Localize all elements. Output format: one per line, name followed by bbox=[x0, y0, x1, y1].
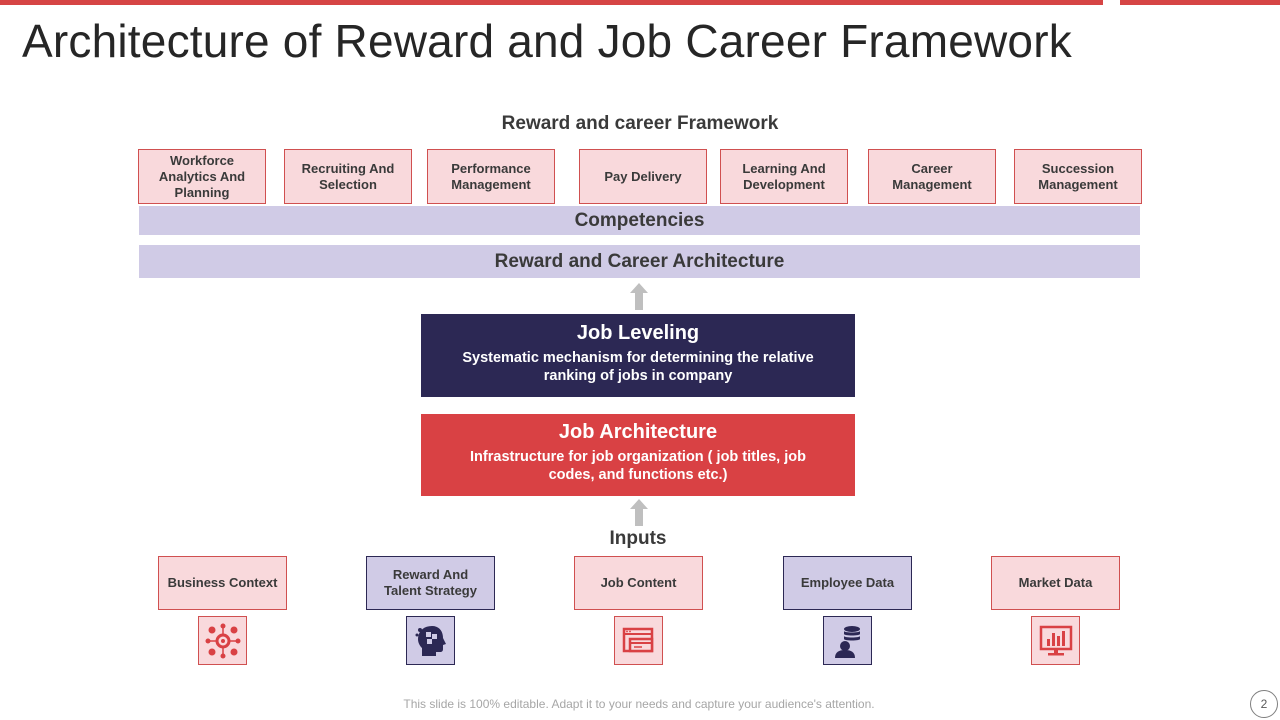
input-job-content: Job Content bbox=[574, 556, 703, 610]
job-leveling-description: Systematic mechanism for determining the relative ranking of jobs in company bbox=[462, 350, 814, 384]
framework-item-succession: Succession Management bbox=[1014, 149, 1142, 204]
chart-monitor-icon bbox=[1031, 616, 1080, 665]
framework-item-career: Career Management bbox=[868, 149, 996, 204]
up-arrow-icon bbox=[630, 283, 648, 310]
input-reward-talent-strategy: Reward And Talent Strategy bbox=[366, 556, 495, 610]
gears-network-icon bbox=[198, 616, 247, 665]
top-accent-bar-right bbox=[1120, 0, 1280, 5]
framework-item-performance: Performance Management bbox=[427, 149, 555, 204]
top-accent-bar bbox=[0, 0, 1103, 5]
footer-note: This slide is 100% editable. Adapt it to your needs and capture your audience's attention. bbox=[403, 697, 875, 711]
job-architecture-description: Infrastructure for job organization ( job titles, job codes, and functions etc.) bbox=[470, 449, 806, 483]
competencies-band: Competencies bbox=[139, 206, 1140, 235]
framework-item-learning: Learning And Development bbox=[720, 149, 848, 204]
framework-item-workforce-analytics: Workforce Analytics And Planning bbox=[138, 149, 266, 204]
architecture-band: Reward and Career Architecture bbox=[139, 245, 1140, 278]
browser-card-icon bbox=[614, 616, 663, 665]
framework-item-recruiting: Recruiting And Selection bbox=[284, 149, 412, 204]
input-business-context: Business Context bbox=[158, 556, 287, 610]
slide-title: Architecture of Reward and Job Career Framework bbox=[22, 15, 1072, 67]
job-leveling-title: Job Leveling bbox=[576, 322, 700, 344]
input-employee-data: Employee Data bbox=[783, 556, 912, 610]
page-number: 2 bbox=[1250, 690, 1278, 718]
inputs-heading: Inputs bbox=[609, 528, 667, 549]
up-arrow-icon bbox=[630, 499, 648, 526]
head-puzzle-icon bbox=[406, 616, 455, 665]
job-architecture-title: Job Architecture bbox=[558, 421, 718, 443]
person-database-icon bbox=[823, 616, 872, 665]
job-architecture-box bbox=[421, 414, 855, 496]
framework-heading: Reward and career Framework bbox=[501, 113, 779, 134]
job-leveling-box bbox=[421, 314, 855, 397]
input-market-data: Market Data bbox=[991, 556, 1120, 610]
framework-item-pay-delivery: Pay Delivery bbox=[579, 149, 707, 204]
